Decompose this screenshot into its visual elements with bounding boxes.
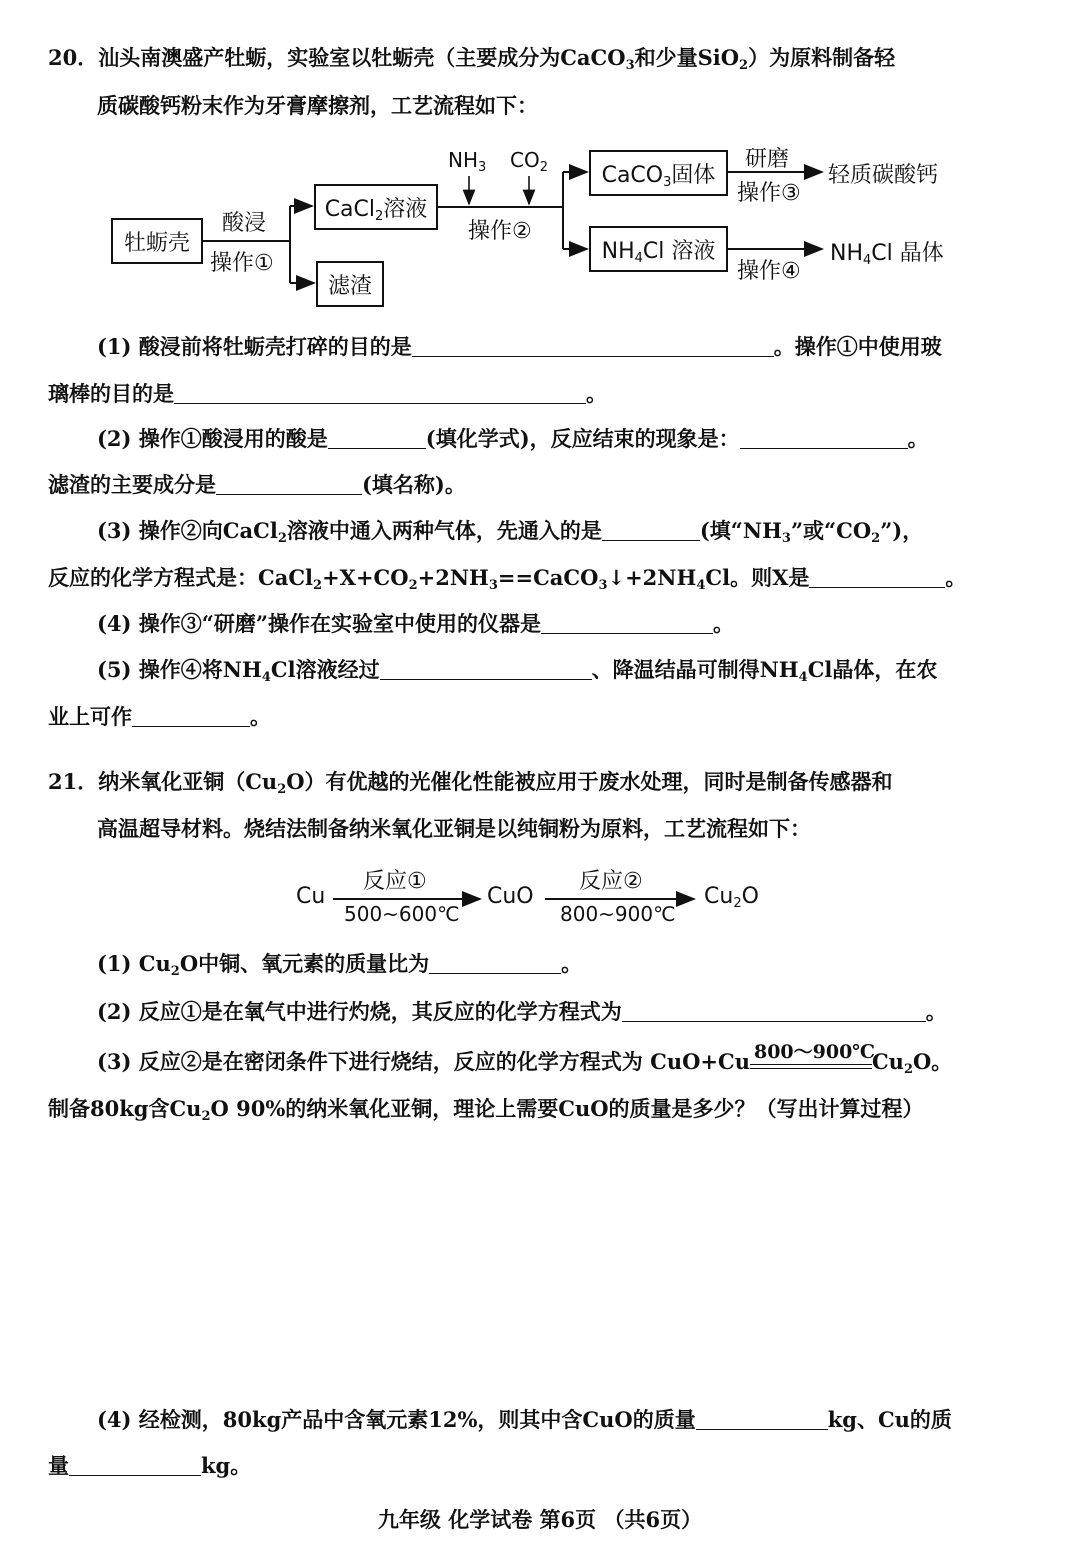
q20-part4: (4) 操作③“研磨”操作在实验室中使用的仪器是 。 [97,611,734,636]
q21-part3-line1: (3) 反应②是在密闭条件下进行烧结，反应的化学方程式为 CuO+Cu 800～900℃ $Cu_2O$。 [97,1041,953,1077]
cu2o-label: $Cu_2O$ [704,884,759,911]
q21-part4-line1: (4) 经检测，80kg产品中含氧元素12%，则其中含CuO的质量 kg、Cu的质 [97,1407,952,1432]
light-caco3-label: 轻质碳酸钙 [828,163,939,188]
answer-blank[interactable] [622,1001,926,1022]
page-footer: 九年级 化学试卷 第6页 （共6页） [377,1507,703,1532]
nh3-label: $NH_3$ [448,148,487,175]
q20-part5-line2: 业上可作 。 [48,704,271,729]
equation-condition: 800～900℃ [750,1048,872,1076]
reaction2-label: 反应② [579,869,643,894]
op3-label: 操作③ [737,181,801,206]
q20-part3-line2: 反应的化学方程式是：$CaCl_2+X+CO_2+2NH_3==CaCO_3↓+2NH_4Cl$。则X是 。 [48,565,967,593]
cuo-label: CuO [487,884,534,909]
oyster-shell-box: 牡蛎壳 [111,218,203,264]
q20-part5-line1: (5) 操作④将$NH_4Cl$溶液经过 、降温结晶可制得$NH_4Cl$晶体，在农 [97,657,938,685]
q21-line2: 高温超导材料。烧结法制备纳米氧化亚铜是以纯铜粉为原料，工艺流程如下： [97,816,811,841]
op1-label: 操作① [210,251,274,276]
q21-part1: (1) $Cu_2O$中铜、氧元素的质量比为 。 [97,951,583,979]
q20-part2-line2: 滤渣的主要成分是 (填名称)。 [48,472,466,497]
answer-blank[interactable] [429,953,561,974]
cu-label: Cu [296,884,326,909]
answer-blank[interactable] [696,1409,828,1430]
nh4cl-crystal-label: $NH_4Cl$ 晶体 [830,241,944,268]
q20-part3-line1: (3) 操作②向CaCl$_2$溶液中通入两种气体，先通入的是 (填“$NH_3$”或“$CO_2$”)， [97,518,924,546]
temp2-label: 800~900℃ [560,902,676,926]
q21-part3-line2: 制备80kg含$Cu_2O$ 90%的纳米氧化亚铜，理论上需要CuO的质量是多少？（写出计算过程） [48,1096,924,1124]
temp1-label: 500~600℃ [344,902,460,926]
op2-label: 操作② [468,219,532,244]
q20-line2: 质碳酸钙粉末作为牙膏摩擦剂，工艺流程如下： [97,93,538,118]
q21-line1: 21．纳米氧化亚铜$(Cu_2O)$有优越的光催化性能被应用于废水处理，同时是制备传感器和 [48,769,893,797]
q20-line1: 20．汕头南澳盛产牡蛎，实验室以牡蛎壳（主要成分为CaCO$_3$和少量SiO$_2$）为原料制备轻 [48,45,896,73]
nh4cl-solution-box: $NH_4Cl$ 溶液 [589,226,728,272]
acid-leach-label: 酸浸 [222,211,267,236]
co2-label: $CO_2$ [510,148,548,175]
q20-part1-line2: 璃棒的目的是 。 [48,381,607,406]
cacl2-solution-box: CaCl$_2$溶液 [314,184,438,230]
answer-blank[interactable] [69,1455,201,1476]
op4-label: 操作④ [737,259,801,284]
q20-part1-line1: (1) 酸浸前将牡蛎壳打碎的目的是 。操作①中使用玻 [97,334,942,359]
reaction1-label: 反应① [363,869,427,894]
q21-part4-line2: 量 kg。 [48,1453,252,1478]
q20-part2-line1: (2) 操作①酸浸用的酸是 (填化学式)，反应结束的现象是： 。 [97,426,929,451]
grind-label: 研磨 [745,147,790,172]
caco3-solid-box: CaCO$_3$固体 [589,150,728,196]
q21-part2: (2) 反应①是在氧气中进行灼烧，其反应的化学方程式为 。 [97,999,947,1024]
residue-box: 滤渣 [316,261,384,307]
